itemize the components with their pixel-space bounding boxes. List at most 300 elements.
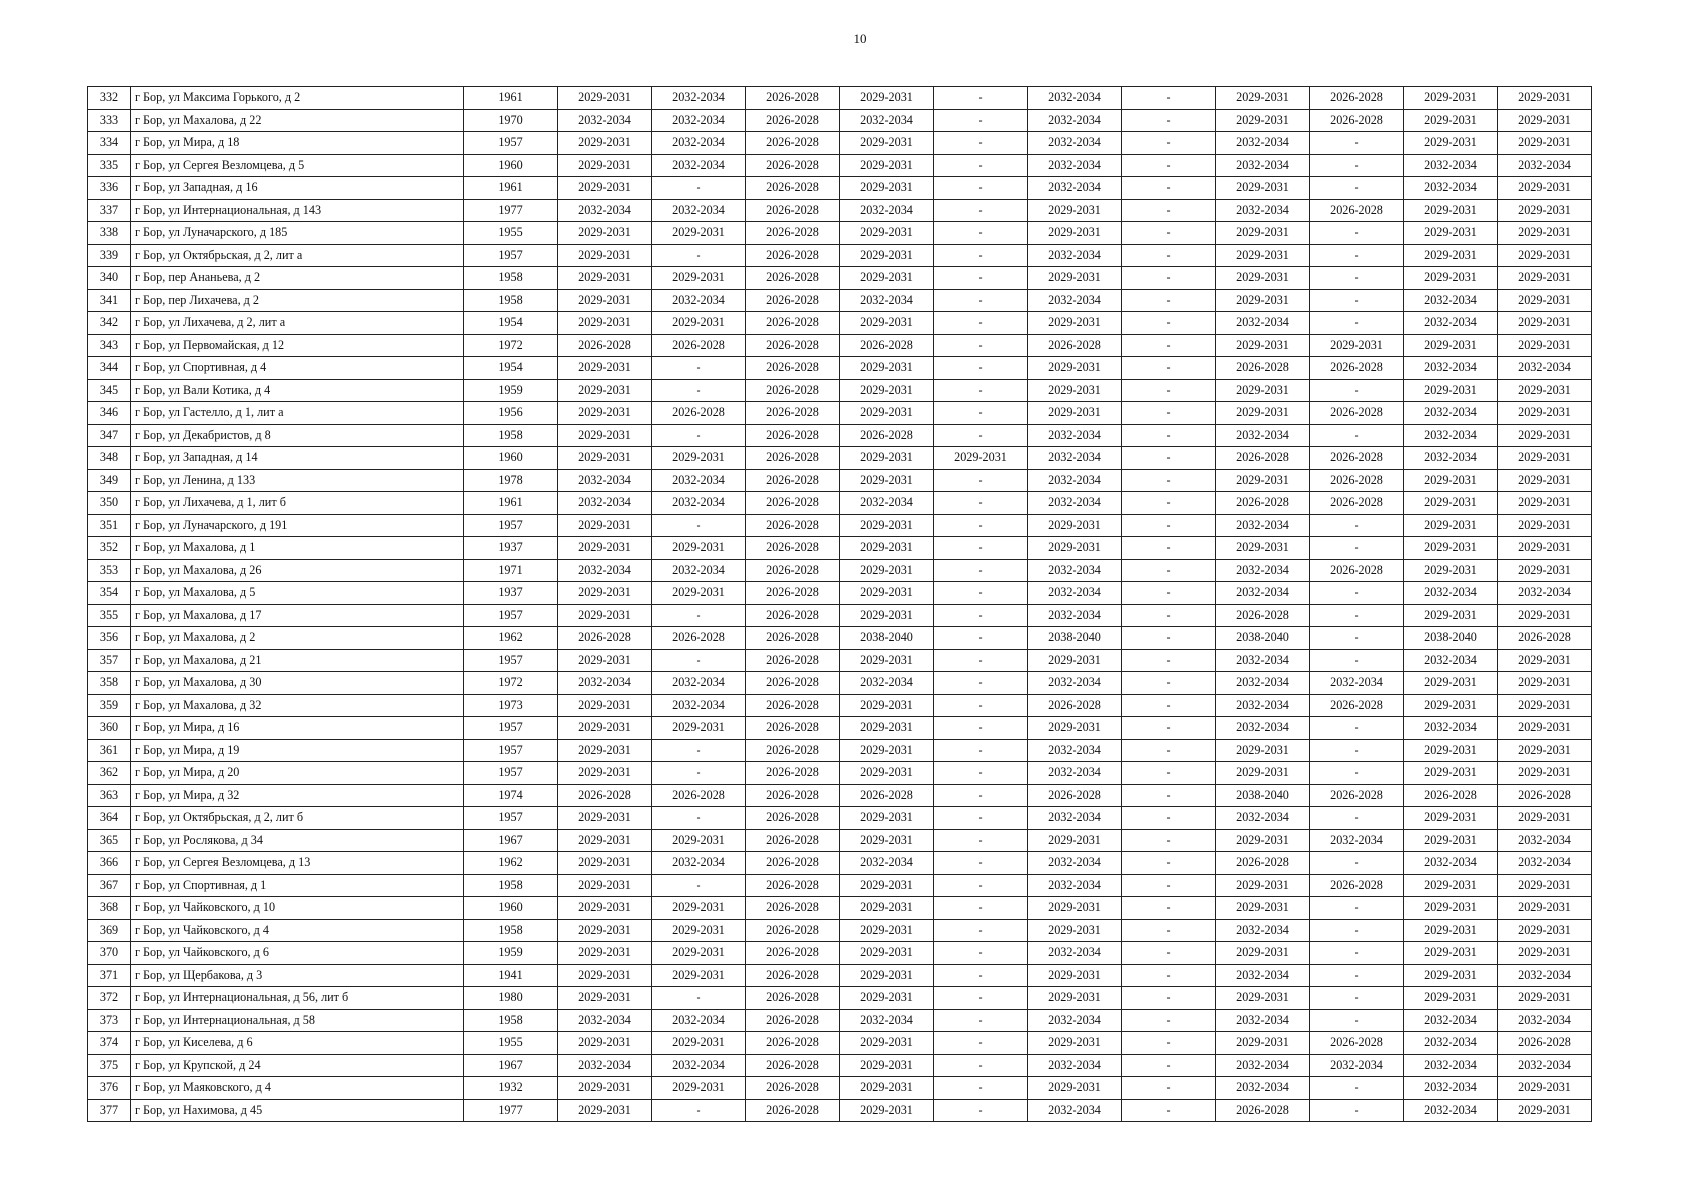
period-cell: 2026-2028 (1216, 1099, 1310, 1122)
period-cell: 2032-2034 (1404, 402, 1498, 425)
period-cell: 2032-2034 (1404, 447, 1498, 470)
year-built-cell: 1957 (464, 244, 558, 267)
table-row (88, 717, 1592, 740)
period-cell: 2029-2031 (558, 537, 652, 560)
table-row (88, 762, 1592, 785)
period-cell: 2032-2034 (652, 87, 746, 110)
period-cell: - (1310, 132, 1404, 155)
row-number-cell: 366 (88, 852, 131, 875)
period-cell: 2026-2028 (746, 1032, 840, 1055)
address-cell: г Бор, ул Западная, д 14 (131, 447, 464, 470)
period-cell: - (934, 672, 1028, 695)
period-cell: 2029-2031 (840, 919, 934, 942)
row-number-cell: 373 (88, 1009, 131, 1032)
row-number-cell: 368 (88, 897, 131, 920)
period-cell: 2029-2031 (1498, 1077, 1592, 1100)
period-cell: 2029-2031 (1404, 829, 1498, 852)
period-cell: 2029-2031 (1498, 199, 1592, 222)
address-cell: г Бор, ул Луначарского, д 185 (131, 222, 464, 245)
period-cell: - (1122, 874, 1216, 897)
period-cell: 2029-2031 (1498, 289, 1592, 312)
period-cell: 2029-2031 (652, 222, 746, 245)
address-cell: г Бор, ул Интернациональная, д 143 (131, 199, 464, 222)
period-cell: 2026-2028 (746, 1077, 840, 1100)
row-number-cell: 353 (88, 559, 131, 582)
period-cell: 2029-2031 (558, 987, 652, 1010)
row-number-cell: 360 (88, 717, 131, 740)
period-cell: - (1122, 379, 1216, 402)
period-cell: 2029-2031 (840, 987, 934, 1010)
period-cell: 2029-2031 (840, 964, 934, 987)
period-cell: 2032-2034 (1216, 1077, 1310, 1100)
period-cell: 2029-2031 (1216, 829, 1310, 852)
period-cell: - (934, 694, 1028, 717)
period-cell: - (934, 874, 1028, 897)
period-cell: 2026-2028 (558, 627, 652, 650)
period-cell: - (1122, 987, 1216, 1010)
address-cell: г Бор, ул Крупской, д 24 (131, 1054, 464, 1077)
period-cell: - (934, 649, 1028, 672)
period-cell: 2026-2028 (1498, 627, 1592, 650)
table-body (88, 87, 1592, 1122)
period-cell: 2029-2031 (558, 604, 652, 627)
period-cell: 2029-2031 (1498, 874, 1592, 897)
period-cell: - (934, 424, 1028, 447)
period-cell: 2029-2031 (1216, 289, 1310, 312)
period-cell: - (934, 919, 1028, 942)
period-cell: 2029-2031 (1404, 109, 1498, 132)
period-cell: 2032-2034 (652, 492, 746, 515)
period-cell: - (1122, 964, 1216, 987)
period-cell: 2029-2031 (840, 1099, 934, 1122)
table-row (88, 1077, 1592, 1100)
period-cell: 2029-2031 (1498, 177, 1592, 200)
year-built-cell: 1978 (464, 469, 558, 492)
table-row (88, 1054, 1592, 1077)
table-row (88, 919, 1592, 942)
period-cell: 2029-2031 (1498, 717, 1592, 740)
row-number-cell: 357 (88, 649, 131, 672)
period-cell: 2029-2031 (1216, 244, 1310, 267)
period-cell: 2032-2034 (1028, 289, 1122, 312)
table-row (88, 739, 1592, 762)
period-cell: 2032-2034 (1216, 919, 1310, 942)
period-cell: 2032-2034 (652, 1054, 746, 1077)
period-cell: 2029-2031 (840, 582, 934, 605)
period-cell: 2026-2028 (746, 1054, 840, 1077)
period-cell: - (1310, 1009, 1404, 1032)
period-cell: 2032-2034 (1216, 132, 1310, 155)
period-cell: 2032-2034 (1028, 807, 1122, 830)
year-built-cell: 1957 (464, 604, 558, 627)
period-cell: 2029-2031 (840, 942, 934, 965)
period-cell: 2032-2034 (1498, 1009, 1592, 1032)
period-cell: - (1310, 649, 1404, 672)
year-built-cell: 1971 (464, 559, 558, 582)
period-cell: 2026-2028 (746, 897, 840, 920)
period-cell: 2029-2031 (840, 1077, 934, 1100)
period-cell: 2032-2034 (1216, 514, 1310, 537)
year-built-cell: 1957 (464, 649, 558, 672)
table-row (88, 582, 1592, 605)
period-cell: - (1122, 492, 1216, 515)
period-cell: 2029-2031 (1028, 267, 1122, 290)
row-number-cell: 343 (88, 334, 131, 357)
period-cell: - (1122, 199, 1216, 222)
table-row (88, 132, 1592, 155)
year-built-cell: 1973 (464, 694, 558, 717)
period-cell: 2029-2031 (840, 469, 934, 492)
period-cell: 2029-2031 (558, 402, 652, 425)
period-cell: 2032-2034 (1028, 1009, 1122, 1032)
period-cell: - (652, 762, 746, 785)
period-cell: 2032-2034 (652, 109, 746, 132)
period-cell: 2029-2031 (1216, 109, 1310, 132)
period-cell: - (1310, 582, 1404, 605)
row-number-cell: 338 (88, 222, 131, 245)
period-cell: 2032-2034 (1404, 154, 1498, 177)
period-cell: - (934, 469, 1028, 492)
address-cell: г Бор, ул Первомайская, д 12 (131, 334, 464, 357)
address-cell: г Бор, ул Максима Горького, д 2 (131, 87, 464, 110)
table-row (88, 402, 1592, 425)
period-cell: - (934, 987, 1028, 1010)
period-cell: 2029-2031 (1404, 672, 1498, 695)
period-cell: 2032-2034 (1028, 424, 1122, 447)
address-cell: г Бор, ул Нахимова, д 45 (131, 1099, 464, 1122)
period-cell: - (1122, 537, 1216, 560)
period-cell: 2029-2031 (1404, 537, 1498, 560)
period-cell: 2032-2034 (1028, 132, 1122, 155)
row-number-cell: 344 (88, 357, 131, 380)
period-cell: 2029-2031 (652, 267, 746, 290)
year-built-cell: 1977 (464, 1099, 558, 1122)
period-cell: - (934, 964, 1028, 987)
period-cell: 2026-2028 (1028, 694, 1122, 717)
period-cell: 2026-2028 (652, 784, 746, 807)
period-cell: 2029-2031 (652, 829, 746, 852)
period-cell: 2032-2034 (1028, 672, 1122, 695)
period-cell: 2029-2031 (558, 267, 652, 290)
period-cell: 2026-2028 (652, 627, 746, 650)
year-built-cell: 1970 (464, 109, 558, 132)
period-cell: 2029-2031 (1498, 739, 1592, 762)
period-cell: 2029-2031 (652, 942, 746, 965)
period-cell: 2029-2031 (840, 897, 934, 920)
period-cell: - (934, 492, 1028, 515)
period-cell: 2026-2028 (746, 874, 840, 897)
period-cell: - (934, 222, 1028, 245)
table-row (88, 289, 1592, 312)
period-cell: 2038-2040 (1216, 627, 1310, 650)
period-cell: 2029-2031 (558, 919, 652, 942)
period-cell: 2029-2031 (1498, 132, 1592, 155)
period-cell: 2029-2031 (1404, 222, 1498, 245)
period-cell: 2026-2028 (746, 829, 840, 852)
address-cell: г Бор, ул Чайковского, д 6 (131, 942, 464, 965)
year-built-cell: 1960 (464, 154, 558, 177)
period-cell: 2032-2034 (652, 672, 746, 695)
row-number-cell: 335 (88, 154, 131, 177)
period-cell: 2029-2031 (558, 357, 652, 380)
period-cell: 2029-2031 (652, 1032, 746, 1055)
period-cell: 2032-2034 (1498, 964, 1592, 987)
period-cell: 2029-2031 (652, 717, 746, 740)
period-cell: 2032-2034 (1498, 1054, 1592, 1077)
period-cell: 2032-2034 (1216, 1009, 1310, 1032)
period-cell: 2026-2028 (1028, 334, 1122, 357)
year-built-cell: 1941 (464, 964, 558, 987)
period-cell: 2029-2031 (1028, 357, 1122, 380)
period-cell: 2029-2031 (1028, 987, 1122, 1010)
period-cell: 2032-2034 (1216, 312, 1310, 335)
row-number-cell: 347 (88, 424, 131, 447)
period-cell: 2026-2028 (746, 492, 840, 515)
period-cell: - (934, 109, 1028, 132)
year-built-cell: 1932 (464, 1077, 558, 1100)
year-built-cell: 1967 (464, 1054, 558, 1077)
table-row (88, 267, 1592, 290)
period-cell: 2026-2028 (746, 717, 840, 740)
period-cell: 2026-2028 (1310, 874, 1404, 897)
period-cell: 2029-2031 (1498, 919, 1592, 942)
table-row (88, 222, 1592, 245)
period-cell: - (1310, 177, 1404, 200)
year-built-cell: 1937 (464, 537, 558, 560)
period-cell: 2026-2028 (840, 334, 934, 357)
period-cell: 2029-2031 (840, 132, 934, 155)
period-cell: 2029-2031 (1498, 942, 1592, 965)
period-cell: 2032-2034 (1028, 109, 1122, 132)
table-row (88, 1099, 1592, 1122)
period-cell: - (1122, 694, 1216, 717)
period-cell: 2029-2031 (558, 717, 652, 740)
period-cell: 2029-2031 (840, 514, 934, 537)
period-cell: - (934, 402, 1028, 425)
row-number-cell: 339 (88, 244, 131, 267)
period-cell: 2032-2034 (558, 469, 652, 492)
period-cell: 2029-2031 (840, 402, 934, 425)
period-cell: 2029-2031 (1216, 222, 1310, 245)
period-cell: - (1310, 537, 1404, 560)
period-cell: 2032-2034 (1498, 829, 1592, 852)
period-cell: 2029-2031 (1498, 109, 1592, 132)
period-cell: 2026-2028 (746, 402, 840, 425)
period-cell: 2029-2031 (840, 649, 934, 672)
period-cell: 2032-2034 (558, 199, 652, 222)
period-cell: 2029-2031 (1404, 874, 1498, 897)
address-cell: г Бор, ул Киселева, д 6 (131, 1032, 464, 1055)
period-cell: - (934, 717, 1028, 740)
period-cell: - (1122, 1077, 1216, 1100)
period-cell: 2032-2034 (558, 492, 652, 515)
period-cell: 2029-2031 (1216, 267, 1310, 290)
period-cell: 2029-2031 (840, 87, 934, 110)
period-cell: - (934, 852, 1028, 875)
period-cell: 2026-2028 (1310, 559, 1404, 582)
period-cell: 2032-2034 (1028, 942, 1122, 965)
period-cell: 2029-2031 (934, 447, 1028, 470)
period-cell: 2026-2028 (746, 942, 840, 965)
year-built-cell: 1954 (464, 357, 558, 380)
period-cell: 2029-2031 (652, 1077, 746, 1100)
period-cell: - (1122, 604, 1216, 627)
period-cell: 2032-2034 (652, 469, 746, 492)
period-cell: - (1122, 222, 1216, 245)
address-cell: г Бор, ул Махалова, д 21 (131, 649, 464, 672)
period-cell: 2032-2034 (1498, 154, 1592, 177)
table-row (88, 852, 1592, 875)
table-row (88, 312, 1592, 335)
table-row (88, 379, 1592, 402)
period-cell: 2026-2028 (746, 424, 840, 447)
period-cell: - (1122, 469, 1216, 492)
address-cell: г Бор, ул Махалова, д 5 (131, 582, 464, 605)
period-cell: - (934, 154, 1028, 177)
period-cell: 2026-2028 (746, 739, 840, 762)
period-cell: - (934, 87, 1028, 110)
period-cell: 2026-2028 (840, 784, 934, 807)
period-cell: - (652, 379, 746, 402)
period-cell: - (934, 289, 1028, 312)
period-cell: 2029-2031 (558, 897, 652, 920)
address-cell: г Бор, пер Ананьева, д 2 (131, 267, 464, 290)
period-cell: 2032-2034 (558, 1009, 652, 1032)
period-cell: 2032-2034 (840, 492, 934, 515)
period-cell: 2029-2031 (558, 852, 652, 875)
period-cell: 2029-2031 (1498, 87, 1592, 110)
period-cell: 2032-2034 (558, 559, 652, 582)
row-number-cell: 362 (88, 762, 131, 785)
period-cell: - (1122, 334, 1216, 357)
year-built-cell: 1977 (464, 199, 558, 222)
period-cell: 2029-2031 (1404, 514, 1498, 537)
year-built-cell: 1958 (464, 874, 558, 897)
period-cell: - (1310, 1099, 1404, 1122)
period-cell: 2029-2031 (558, 762, 652, 785)
period-cell: - (652, 807, 746, 830)
address-cell: г Бор, ул Спортивная, д 1 (131, 874, 464, 897)
period-cell: 2026-2028 (1310, 199, 1404, 222)
period-cell: 2032-2034 (652, 154, 746, 177)
address-cell: г Бор, ул Махалова, д 17 (131, 604, 464, 627)
period-cell: 2029-2031 (1028, 537, 1122, 560)
period-cell: 2029-2031 (558, 582, 652, 605)
period-cell: - (1122, 1054, 1216, 1077)
period-cell: 2029-2031 (1404, 199, 1498, 222)
period-cell: 2032-2034 (1028, 244, 1122, 267)
period-cell: 2029-2031 (558, 447, 652, 470)
period-cell: 2029-2031 (1498, 267, 1592, 290)
period-cell: - (1310, 897, 1404, 920)
period-cell: 2026-2028 (746, 199, 840, 222)
table-row (88, 942, 1592, 965)
period-cell: 2029-2031 (840, 762, 934, 785)
period-cell: - (1310, 627, 1404, 650)
period-cell: 2032-2034 (1498, 357, 1592, 380)
address-cell: г Бор, ул Ленина, д 133 (131, 469, 464, 492)
period-cell: 2029-2031 (558, 222, 652, 245)
table-row (88, 672, 1592, 695)
period-cell: 2032-2034 (1216, 694, 1310, 717)
period-cell: - (652, 424, 746, 447)
period-cell: 2032-2034 (652, 852, 746, 875)
row-number-cell: 356 (88, 627, 131, 650)
table-row (88, 154, 1592, 177)
period-cell: - (1310, 514, 1404, 537)
address-cell: г Бор, ул Маяковского, д 4 (131, 1077, 464, 1100)
row-number-cell: 374 (88, 1032, 131, 1055)
period-cell: 2026-2028 (746, 177, 840, 200)
period-cell: 2029-2031 (1404, 987, 1498, 1010)
table-row (88, 964, 1592, 987)
period-cell: 2026-2028 (746, 154, 840, 177)
address-cell: г Бор, ул Декабристов, д 8 (131, 424, 464, 447)
period-cell: 2029-2031 (840, 874, 934, 897)
period-cell: - (1310, 762, 1404, 785)
period-cell: - (1122, 807, 1216, 830)
period-cell: 2029-2031 (1404, 807, 1498, 830)
period-cell: 2026-2028 (1310, 109, 1404, 132)
year-built-cell: 1972 (464, 334, 558, 357)
period-cell: - (934, 897, 1028, 920)
period-cell: 2032-2034 (1216, 582, 1310, 605)
year-built-cell: 1955 (464, 1032, 558, 1055)
period-cell: 2029-2031 (1028, 199, 1122, 222)
period-cell: 2029-2031 (1216, 402, 1310, 425)
period-cell: 2032-2034 (1028, 739, 1122, 762)
period-cell: 2029-2031 (1028, 402, 1122, 425)
period-cell: 2029-2031 (1404, 87, 1498, 110)
period-cell: 2029-2031 (652, 537, 746, 560)
period-cell: 2032-2034 (1216, 649, 1310, 672)
period-cell: 2029-2031 (1404, 244, 1498, 267)
row-number-cell: 363 (88, 784, 131, 807)
period-cell: 2029-2031 (840, 177, 934, 200)
period-cell: 2032-2034 (1216, 199, 1310, 222)
period-cell: 2026-2028 (746, 807, 840, 830)
period-cell: 2032-2034 (1404, 1032, 1498, 1055)
row-number-cell: 371 (88, 964, 131, 987)
table-row (88, 807, 1592, 830)
period-cell: 2026-2028 (746, 784, 840, 807)
period-cell: 2026-2028 (1216, 852, 1310, 875)
period-cell: 2026-2028 (746, 244, 840, 267)
period-cell: 2032-2034 (1216, 964, 1310, 987)
period-cell: - (934, 582, 1028, 605)
period-cell: 2032-2034 (1028, 852, 1122, 875)
period-cell: 2026-2028 (1310, 87, 1404, 110)
period-cell: 2032-2034 (840, 199, 934, 222)
period-cell: 2032-2034 (652, 132, 746, 155)
period-cell: 2038-2040 (1404, 627, 1498, 650)
period-cell: 2029-2031 (1404, 469, 1498, 492)
address-cell: г Бор, ул Сергея Везломцева, д 5 (131, 154, 464, 177)
period-cell: 2029-2031 (1498, 469, 1592, 492)
year-built-cell: 1937 (464, 582, 558, 605)
period-cell: 2026-2028 (746, 627, 840, 650)
period-cell: 2029-2031 (652, 964, 746, 987)
period-cell: 2029-2031 (558, 964, 652, 987)
period-cell: 2032-2034 (1028, 177, 1122, 200)
period-cell: - (934, 942, 1028, 965)
table-row (88, 694, 1592, 717)
period-cell: 2029-2031 (1216, 87, 1310, 110)
period-cell: 2029-2031 (840, 154, 934, 177)
period-cell: 2032-2034 (652, 694, 746, 717)
year-built-cell: 1972 (464, 672, 558, 695)
period-cell: 2026-2028 (746, 447, 840, 470)
